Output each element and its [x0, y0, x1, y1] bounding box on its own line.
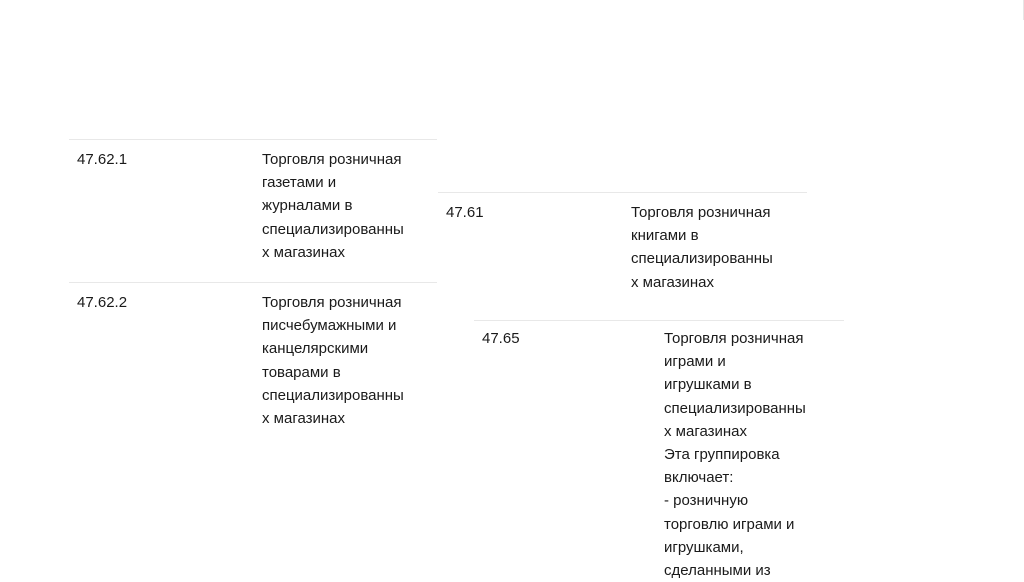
row-code: 47.61 [446, 204, 484, 221]
row-description: Торговля розничная играми и игрушками в специализированны х магазинах Эта группировка включает: - розничную торговлю играми и игрушками, сделанными из [664, 330, 806, 580]
table-row [69, 139, 437, 282]
row-description: Торговля розничная газетами и журналами в специализированны х магазинах [262, 151, 404, 261]
row-code: 47.65 [482, 330, 520, 347]
row-code: 47.62.2 [77, 294, 128, 311]
table-row [438, 192, 807, 303]
row-code: 47.62.1 [77, 151, 128, 168]
row-description: Торговля розничная книгами в специализированны х магазинах [631, 204, 773, 291]
table-row [474, 320, 844, 580]
table-row [69, 282, 437, 443]
row-description: Торговля розничная писчебумажными и канцелярскими товарами в специализированны х магазинах [262, 294, 404, 428]
